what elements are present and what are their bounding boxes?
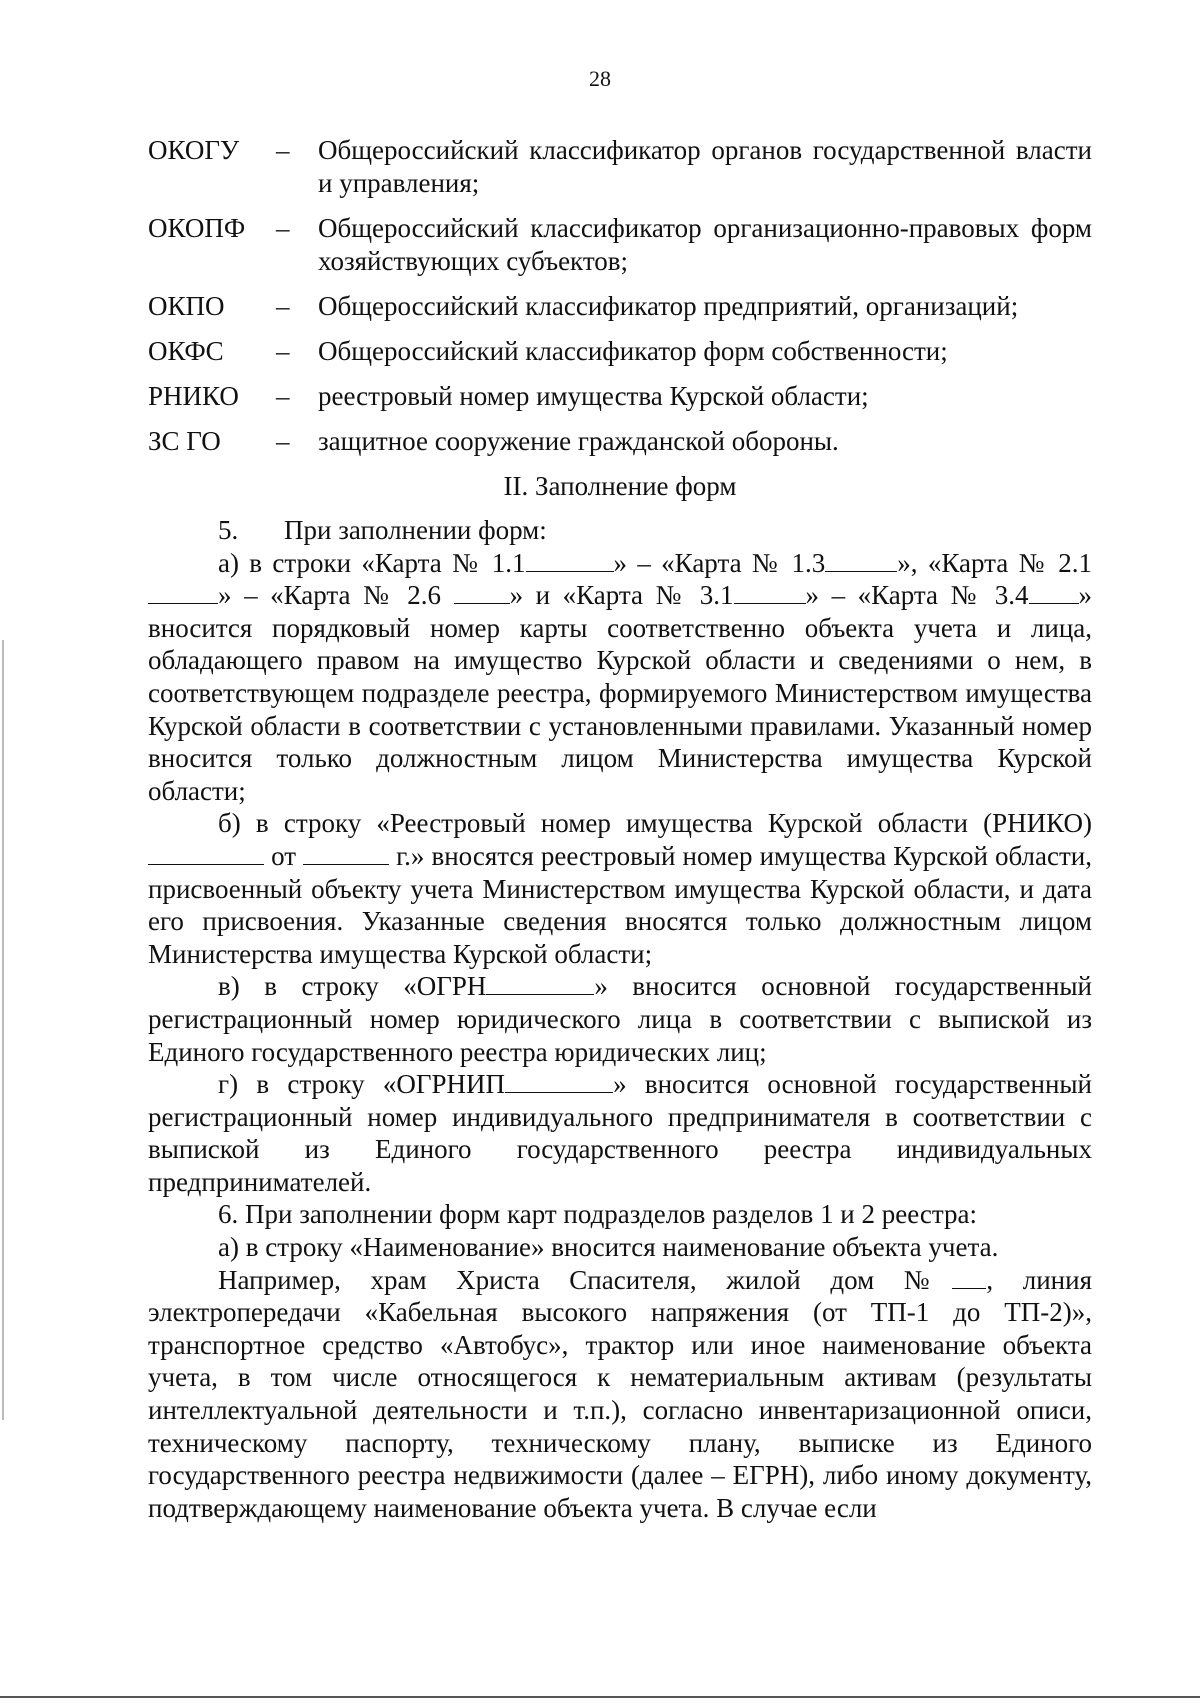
paragraph-6-example [148, 1264, 1092, 1525]
abbreviation-dash: – [276, 291, 290, 321]
paragraph-6a: а) в строку «Наименование» вносится наименование объекта учета. [218, 1232, 999, 1263]
paragraph-5a-part: » вносится порядковый номер карты соответственно объекта учета и лица, обладающего правом на имущество Курской области и сведениями о нем, в соответствующем подразделе реестра, формируемого Министерством имущества Курской области в соответствии с установленными правилами. Указанный номер вносится только должностным лицом Министерства имущества Курской области; [148, 580, 1093, 806]
paragraph-5a [148, 547, 1092, 808]
paragraph-6-example-part: Например, храм Христа Спасителя, жилой дом № [218, 1264, 953, 1295]
paragraph-5a-part: а) в строки «Карта № 1.1 [218, 547, 526, 578]
paragraph-5v-part: в) в строку «ОГРН [218, 971, 487, 1002]
paragraph-5b-part: от [264, 840, 304, 871]
paragraph-5v [148, 970, 1092, 1068]
blank-field [454, 581, 510, 604]
paragraph-5g-part: г) в строку «ОГРНИП [218, 1069, 506, 1100]
abbreviation-definition: защитное сооружение гражданской обороны. [318, 426, 839, 456]
abbreviation-row [148, 425, 1092, 458]
blank-field [734, 581, 806, 604]
abbreviation-list [148, 134, 1092, 470]
paragraph-5b [148, 807, 1092, 970]
scan-edge-left [2, 640, 4, 1420]
abbreviation-definition: Общероссийский классификатор органов государственной власти и управления; [318, 135, 1092, 198]
paragraph-5b-part: г.» вносятся реестровый номер имущества Курской области, присвоенный объекту учета Министерством имущества Курской области, и дата его присвоения. Указанные сведения вносятся только должностным лицом Министерства имущества Курской области; [148, 840, 1092, 969]
paragraph-5 [148, 514, 1092, 547]
scan-edge-bottom [0, 1696, 1200, 1698]
paragraph-5g-part: » вносится основной государственный регистрационный номер индивидуального предпринимателя в соответствии с выпиской из Единого государственного реестра индивидуальных предпринимателей. [148, 1069, 1092, 1197]
abbreviation-dash: – [276, 213, 290, 243]
paragraph-5v-part: » вносится основной государственный регистрационный номер юридического лица в соответствии с выпиской из Единого государственного реестра юридических лиц; [148, 971, 1092, 1067]
abbreviation-code: РНИКО [148, 381, 239, 411]
paragraph-5a-part: » и «Карта № 3.1 [509, 580, 734, 611]
abbreviation-dash: – [276, 381, 290, 411]
section-title: II. Заполнение форм [503, 471, 737, 501]
paragraph-5a-part: » – «Карта № 2.6 [218, 580, 454, 611]
blank-field [1029, 581, 1079, 604]
blank-field [303, 842, 389, 865]
blank-field [148, 842, 264, 865]
document-body [148, 514, 1092, 1524]
abbreviation-definition: Общероссийский классификатор организационно-правовых форм хозяйствующих субъектов; [318, 213, 1092, 276]
abbreviation-code: ОКПО [148, 291, 225, 321]
abbreviation-definition: Общероссийский классификатор предприятий, организаций; [318, 291, 1019, 321]
blank-field [526, 549, 614, 572]
abbreviation-code: ОКФС [148, 336, 224, 366]
abbreviation-code: ОКОПФ [148, 213, 246, 243]
blank-field [148, 581, 218, 604]
paragraph-5a-part: », «Карта № 2.1 [897, 547, 1093, 578]
blank-field [486, 972, 594, 995]
page-number: 28 [589, 66, 611, 91]
abbreviation-code: ЗС ГО [148, 426, 221, 456]
abbreviation-dash: – [276, 336, 290, 366]
abbreviation-dash: – [276, 426, 290, 456]
abbreviation-row [148, 380, 1092, 413]
paragraph-5a-part: » – «Карта № 3.4 [805, 580, 1029, 611]
abbreviation-dash: – [276, 135, 290, 165]
blank-field [825, 549, 897, 572]
blank-field [952, 1266, 986, 1289]
abbreviation-row [148, 335, 1092, 368]
abbreviation-definition: Общероссийский классификатор форм собственности; [318, 336, 948, 366]
paragraph-6-example-part: , линия электропередачи «Кабельная высокого напряжения (от ТП-1 до ТП-2)», транспортное средство «Автобус», трактор или иное наименование объекта учета, в том числе относящегося к нематериальным активам (результаты интеллектуальной деятельности и т.п.), согласно инвентаризационной описи, техническому паспорту, техническому плану, выписке из Единого государственного реестра недвижимости (далее – ЕГРН), либо иному документу, подтверждающему наименование объекта учета. В случае если [148, 1264, 1092, 1523]
paragraph-6: 6. При заполнении форм карт подразделов разделов 1 и 2 реестра: [218, 1199, 977, 1230]
abbreviation-code: ОКОГУ [148, 135, 240, 165]
abbreviation-definition: реестровый номер имущества Курской области; [318, 381, 869, 411]
abbreviation-row [148, 212, 1092, 278]
paragraph-5g [148, 1068, 1092, 1198]
paragraph-5-text: При заполнении форм: [284, 515, 547, 545]
paragraph-5-number: 5. [218, 515, 239, 545]
paragraph-5a-part: » – «Карта № 1.3 [613, 547, 826, 578]
abbreviation-row [148, 290, 1092, 323]
blank-field [505, 1070, 613, 1093]
paragraph-5b-part: б) в строку «Реестровый номер имущества Курской области (РНИКО) [218, 808, 1092, 839]
abbreviation-row [148, 134, 1092, 200]
